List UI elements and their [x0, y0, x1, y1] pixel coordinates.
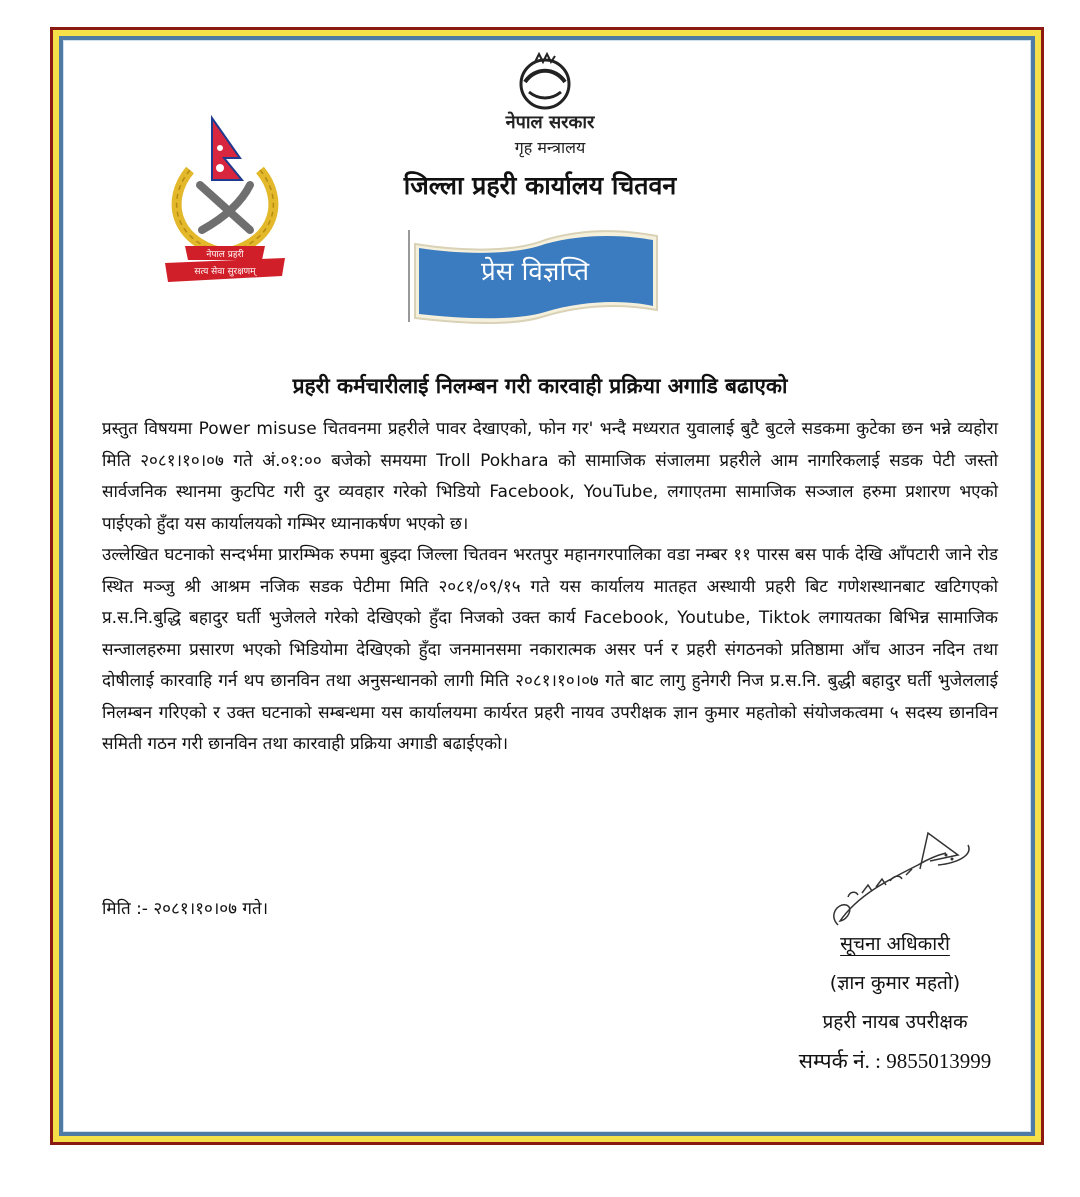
signature-image — [828, 825, 978, 935]
press-release-headline: प्रहरी कर्मचारीलाई निलम्बन गरी कारवाही प्रक्रिया अगाडि बढाएको — [292, 374, 788, 398]
press-release-body — [102, 414, 998, 761]
emblem-line-2: गृह मन्त्रालय — [514, 138, 586, 157]
signatory-block — [760, 925, 1030, 1081]
body-paragraph-2: उल्लेखित घटनाको सन्दर्भमा प्रारम्भिक रुपमा बुझ्दा जिल्ला चितवन भरतपुर महानगरपालिका वडा नम्बर ११ पारस बस पार्क देखि आँपटारी जाने रोड स्थित मञ्जु श्री आश्रम नजिक सडक पेटीमा मिति २०८१/०९/१५ गते यस कार्यालय मातहत अस्थायी प्रहरी बिट गणेशस्थानबाट खटिगएको प्र.स.नि.बुद्धि बहादुर घर्ती भुजेलले गरेको देखिएको हुँदा निजको उक्त कार्य Facebook, Youtube, Tiktok लगायतका बिभिन्न सामाजिक सन्जालहरुमा प्रसारण भएको भिडियोमा देखिएको हुँदा जनमानसमा नकारात्मक असर पर्न र प्रहरी संगठनको प्रतिष्ठामा आँच आउन नदिन तथा दोषीलाई कारवाहि गर्न थप छानविन तथा अनुसन्धानको लागी मिति २०८१।१०।०७ गते बाट लागु हुनेगरी निज प्र.स.नि. बुद्धी बहादुर घर्ती भुजेललाई निलम्बन गरिएको र उक्त घटनाको सम्बन्धमा यस कार्यालयमा कार्यरत प्रहरी नायव उपरीक्षक ज्ञान कुमार महतोको संयोजकत्वमा ५ सदस्य छानविन समिती गठन गरी छानविन तथा कारवाही प्रक्रिया अगाडी बढाईएको। — [102, 545, 998, 754]
emblem-line-1: नेपाल सरकार — [505, 112, 595, 133]
ribbon-text-bottom: सत्य सेवा सुरक्षणम् — [194, 267, 256, 277]
signatory-title: सूचना अधिकारी — [840, 933, 950, 955]
date-line: मिति :- २०८१।१०।०७ गते। — [102, 899, 269, 919]
government-emblem-text — [470, 110, 630, 158]
press-release-label: प्रेस विज्ञप्ति — [480, 257, 590, 287]
body-paragraph-1: प्रस्तुत विषयमा Power misuse चितवनमा प्रहरीले पावर देखाएको, फोन गर' भन्दै मध्यरात युवालाई बुटै बुटले सडकमा कुटेका छन भन्ने व्यहोरा मिति २०८१।१०।०७ गते अं.०१:०० बजेको समयमा Troll Pokhara को सामाजिक संजालमा प्रहरीले आम नागरिकलाई सडक पेटी जस्तो सार्वजनिक स्थानमा कुटपिट गरी दुर व्यवहार गरेको भिडियो Facebook, YouTube, लगाएतमा सामाजिक सञ्जाल हरुमा प्रशारण भएको पाईएको हुँदा यस कार्यालयको गम्भिर ध्यानाकर्षण भएको छ। — [102, 419, 998, 534]
office-title: जिल्ला प्रहरी कार्यालय चितवन — [403, 171, 677, 200]
ribbon-text-top: नेपाल प्रहरी — [206, 250, 244, 260]
signatory-rank: प्रहरी नायब उपरीक्षक — [822, 1011, 968, 1033]
signatory-contact: सम्पर्क नं. : 9855013999 — [798, 1049, 992, 1073]
signatory-name: (ज्ञान कुमार महतो) — [829, 972, 961, 994]
